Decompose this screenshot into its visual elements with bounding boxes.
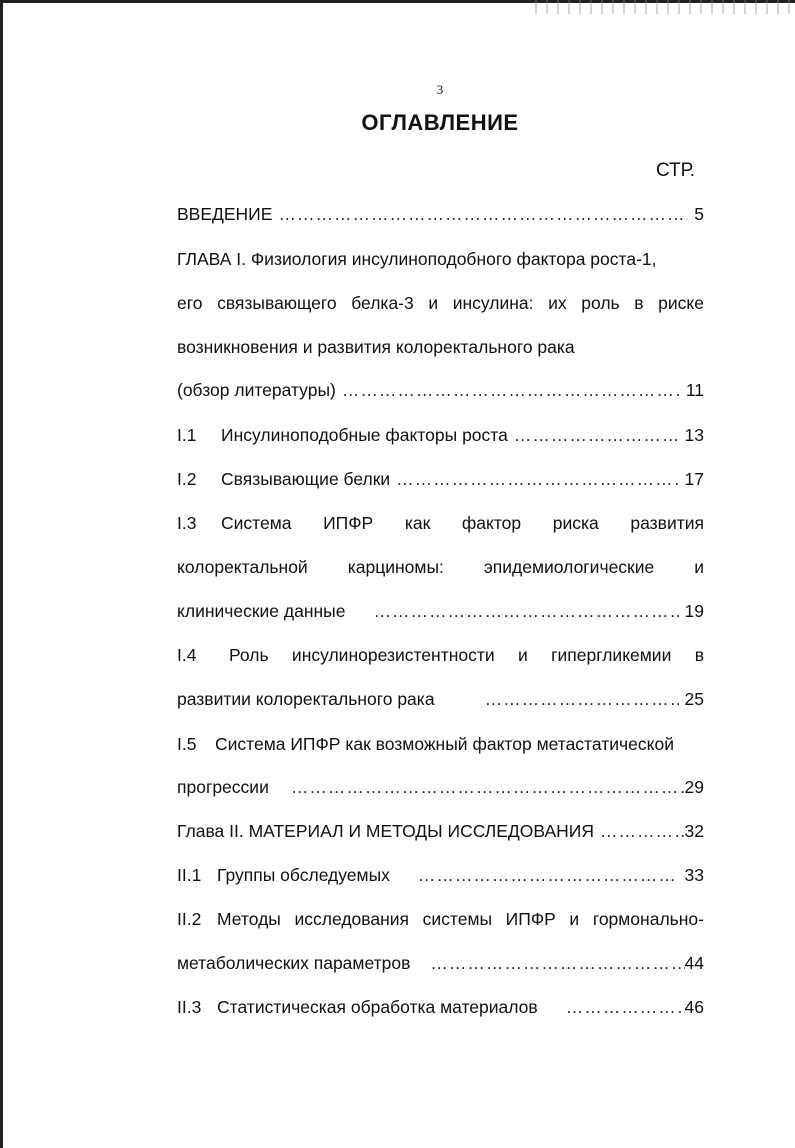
toc-entry-1-4-line-1 (177, 642, 704, 668)
page-title: ОГЛАВЛЕНИЕ (361, 110, 519, 135)
toc-section-code: I.4 (177, 645, 197, 665)
toc-entry-text: Инсулиноподобные факторы роста (221, 425, 508, 445)
toc-entry-text: (обзор литературы) (177, 380, 336, 400)
leader-dots (374, 598, 679, 624)
toc-entry-2-1 (177, 862, 704, 888)
toc-entry-text: Система ИПФР как фактор риска развития (221, 513, 704, 533)
toc-entry-1-5-line-2 (177, 774, 704, 800)
toc-entry-text: развитии колоректального рака (177, 689, 435, 709)
toc-entry-1-5-line-1 (177, 731, 704, 757)
leader-dots (485, 686, 679, 712)
scan-border-left (0, 0, 3, 1148)
toc-entry-chapter-2 (177, 818, 704, 844)
toc-page-number: 25 (684, 689, 704, 709)
toc-entry-text: ВВЕДЕНИЕ (177, 204, 273, 224)
toc-entry-introduction (177, 201, 704, 227)
toc-section-code: I.1 (177, 425, 197, 445)
toc-page-number: 44 (684, 953, 704, 973)
toc-page-number: 46 (684, 997, 704, 1017)
toc-page-number: 17 (684, 469, 704, 489)
toc-entry-chapter-1-line-3: возникновения и развития колоректального рака (177, 337, 575, 357)
toc-section-code: I.2 (177, 469, 197, 489)
toc-page-number: 13 (684, 425, 704, 445)
toc-entry-chapter-1-line-2: его связывающего белка-3 и инсулина: их роль в риске (177, 293, 704, 313)
toc-entry-2-2-line-2 (177, 950, 704, 976)
toc-section-code: I.5 (177, 734, 197, 754)
toc-entry-text: Роль инсулинорезистентности и гипергликемии в (229, 645, 704, 665)
page-column-header: СТР. (655, 160, 695, 181)
leader-dots (418, 862, 679, 888)
page-number: 3 (436, 82, 444, 97)
toc-entry-1-4-line-2 (177, 686, 704, 712)
toc-entry-text: Глава II. МАТЕРИАЛ И МЕТОДЫ ИССЛЕДОВАНИЯ (177, 821, 595, 841)
toc-entry-text: Статистическая обработка материалов (217, 997, 538, 1017)
toc-entry-2-3 (177, 994, 704, 1020)
toc-entry-1-1 (177, 422, 704, 448)
toc-page-number: 19 (684, 601, 704, 621)
leader-dots (342, 377, 680, 403)
toc-entry-2-2-line-1 (177, 906, 704, 932)
leader-dots (396, 466, 678, 492)
toc-entry-chapter-1-line-4 (177, 377, 704, 403)
toc-entry-text: Связывающие белки (221, 469, 391, 489)
scan-noise (535, 0, 795, 14)
leader-dots (291, 774, 685, 800)
toc-section-code: II.3 (177, 997, 202, 1017)
toc-entry-text: Группы обследуемых (217, 865, 390, 885)
toc-entry-1-3-line-1 (177, 510, 704, 536)
toc-page-number: 33 (684, 865, 704, 885)
toc-section-code: II.1 (177, 865, 202, 885)
toc-entry-1-3-line-2: колоректальной карциномы: эпидемиологические и (177, 557, 704, 577)
toc-section-code: II.2 (177, 909, 202, 929)
toc-section-code: I.3 (177, 513, 197, 533)
toc-entry-text: Система ИПФР как возможный фактор метастатической (215, 734, 674, 754)
leader-dots (514, 422, 679, 448)
toc-page-number: 11 (685, 380, 704, 400)
leader-dots (278, 201, 688, 227)
toc-entry-1-3-line-3 (177, 598, 704, 624)
toc-page-number: 5 (694, 204, 704, 224)
toc-entry-text: Методы исследования системы ИПФР и гормонально- (217, 909, 704, 929)
toc-page-number: 32 (684, 821, 704, 841)
toc-entry-text: метаболических параметров (177, 953, 411, 973)
leader-dots (430, 950, 684, 976)
leader-dots (566, 994, 685, 1020)
toc-entry-text: клинические данные (177, 601, 346, 621)
toc-entry-chapter-1-line-1: ГЛАВА I. Физиология инсулиноподобного фактора роста-1, (177, 249, 657, 269)
toc-entry-1-2 (177, 466, 704, 492)
toc-entry-text: прогрессии (177, 777, 269, 797)
leader-dots (600, 818, 685, 844)
toc-page-number: 29 (684, 777, 704, 797)
